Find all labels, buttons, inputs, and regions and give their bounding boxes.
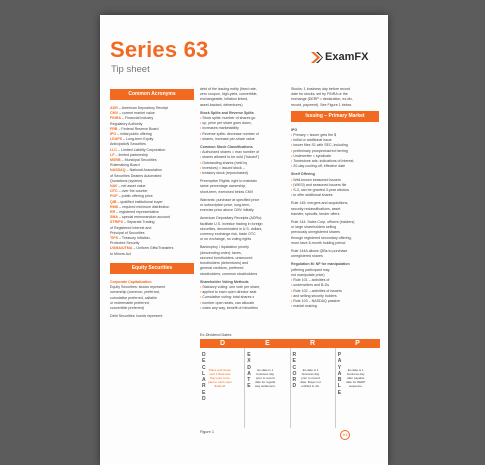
- acronym-definition: Protected Security: [110, 241, 140, 246]
- column-2: [200, 87, 285, 311]
- text-line: exercise price above CMV initially: [200, 208, 254, 213]
- regulation-m-heading: Regulation M: NF for manipulation: [291, 262, 350, 267]
- derp-column: [200, 348, 245, 428]
- text-line: date for stocks, set by FINRA or the: [291, 92, 348, 97]
- corporate-capitalization-text: [110, 285, 194, 311]
- bullet-item: • preliminary prospectus/red herring: [291, 149, 379, 154]
- text-line: general creditors, preferred: [200, 266, 244, 271]
- text-line: or redeemable preferred,: [110, 300, 150, 305]
- derp-vertical-word: E X D A T E: [247, 352, 251, 390]
- text-line: American Depositary Receipts (ADRs):: [200, 216, 263, 221]
- text-line: same percentage ownership,: [200, 184, 247, 189]
- text-line: record, payment). See Figure 1 below.: [291, 102, 352, 107]
- text-line: or on exchange, no voting rights: [200, 237, 252, 242]
- text-line: convertible preferred): [110, 305, 145, 310]
- acronym-definition: – over the counter: [117, 189, 148, 194]
- acronym-term: SMA: [110, 215, 118, 220]
- examfx-logo-icon: [310, 51, 323, 64]
- tip-sheet-page: [100, 15, 388, 465]
- bullet-item: • Reverse splits: decrease number of: [200, 132, 285, 137]
- text-line: currency exchange risk, trade OTC: [200, 232, 256, 237]
- text-line: previously unregistered shares: [291, 230, 340, 235]
- text-line: zero coupon, high-yield, convertible,: [200, 92, 258, 97]
- bullet-item: • (WKSI) and seasoned issuers file: [291, 183, 379, 188]
- derp-column: [336, 348, 380, 428]
- bullet-item: • shares, increase per-share value: [200, 137, 285, 142]
- bullet-item: • S-3, can be granted 3-year window: [291, 188, 379, 193]
- stock-classifications-heading: Common Stock Classifications: [200, 145, 253, 150]
- page-subtitle: Tip sheet: [111, 64, 150, 75]
- acronym-term: NASDAQ: [110, 168, 126, 173]
- derp-letter: E: [265, 340, 270, 347]
- examfx-logo: [310, 49, 382, 65]
- text-line: ownership (common, preferred,: [110, 290, 160, 295]
- text-line: bondholders (debentures) and: [200, 261, 249, 266]
- acronym-term: FINRA: [110, 116, 121, 121]
- acronym-term: FRB: [110, 126, 118, 131]
- diagram-footer: [200, 430, 380, 440]
- derp-note: Ex-date is 1 business day prior to record date. Buyer not entitled to div.: [300, 368, 321, 388]
- paragraph: [200, 245, 285, 276]
- derp-column: [245, 348, 290, 428]
- bullet-item: • Primary = issuer gets the $: [291, 133, 379, 138]
- text-line: facilitate U.S. investor trading in foreign: [200, 221, 263, 226]
- text-line: unregistered shares: [291, 254, 323, 259]
- bullet-item: • votes any way, benefit of minorities: [200, 306, 285, 311]
- acronym-definition: – Financial Industry: [120, 116, 154, 121]
- text-line: or large shareholders selling: [291, 225, 337, 230]
- bullet-item: • Initial or additional issue: [291, 138, 379, 143]
- acronym-definition: – initial public offering: [116, 132, 152, 137]
- text-line: cumulative preferred, callable: [110, 295, 157, 300]
- ex-dividend-diagram: [200, 333, 380, 445]
- text-line: Bankruptcy / liquidation priority: [200, 245, 249, 250]
- dividend-continuation-text: [291, 87, 379, 108]
- acronym-term: ADR: [110, 106, 118, 110]
- acronym-definition: – Limited Liability Corporation: [117, 147, 166, 152]
- acronym-term: LEAPS: [110, 137, 122, 142]
- column-3: [291, 87, 379, 309]
- acronym-definition: – special memorandum account: [118, 215, 170, 220]
- text-line: exchangeable, inflation linked,: [200, 97, 249, 102]
- acronym-definition: – public offering price: [117, 194, 153, 199]
- bullet-item: • increases marketability: [200, 126, 285, 131]
- bullet-item: • Authorized shares = max number of: [200, 150, 285, 155]
- acronym-definition: – current market value: [118, 111, 155, 116]
- regulation-m-list: [291, 278, 379, 309]
- derp-note: Ex-date is 1 business day after payable date for DERP sequence.: [346, 368, 366, 388]
- bullet-item: • Cumulative voting: total shares x: [200, 295, 285, 300]
- bullet-item: • underwriters and B-Ds: [291, 283, 379, 288]
- acronym-definition: – Treasury Inflation-: [118, 236, 151, 241]
- bullet-item: • 20-day cooling-off, effective date: [291, 164, 379, 169]
- acronym-definition: – Separate Trading: [122, 220, 155, 225]
- text-line: Stocks: 1 business day before record: [291, 87, 351, 91]
- acronym-definition: – American Depository Receipt: [117, 106, 169, 110]
- acronym-definition: – qualified institutional buyer: [116, 199, 163, 204]
- bullet-item: • shares allowed to be sold ("issued"): [200, 155, 285, 160]
- text-line: secured bondholders, unsecured: [200, 255, 253, 260]
- figure-caption: Figure 1: [200, 430, 214, 434]
- page-number: 01: [340, 430, 350, 440]
- derp-columns: [200, 348, 380, 428]
- logo-text: ExamFX: [325, 51, 369, 63]
- text-line: stockholders, common stockholders: [200, 271, 258, 276]
- corporate-capitalization-heading: Corporate Capitalization: [110, 279, 152, 284]
- acronym-definition: – National Association: [125, 168, 162, 173]
- bullet-item: • Rule 101 – activities of: [291, 278, 379, 283]
- regulation-m-text: [291, 268, 379, 278]
- acronym-term: STRIPS: [110, 220, 123, 225]
- acronym-term: LP: [110, 152, 115, 157]
- acronym-term: QIB: [110, 199, 117, 204]
- section-header-common-acronyms: Common Acronyms: [110, 89, 194, 100]
- derp-vertical-word: R E C O R D: [292, 352, 297, 390]
- text-line: or subscription price, long-term,: [200, 203, 251, 208]
- text-line: security reclassifications, asset: [291, 206, 341, 211]
- text-line: exchange (DERP = declaration, ex-div,: [291, 97, 353, 102]
- acronym-definition: Regulatory Authority: [110, 121, 143, 126]
- acronym-term: CMV: [110, 111, 118, 116]
- stock-splits-heading: Stock Splits and Reverse Splits: [200, 110, 254, 115]
- ipo-heading: IPO: [291, 127, 298, 132]
- acronym-definition: of Securities Dealers Automated: [110, 173, 162, 178]
- bullet-item: • and selling security holders: [291, 294, 379, 299]
- stock-classifications-list: [200, 150, 285, 176]
- acronym-definition: of Registered Interest and: [110, 225, 152, 230]
- bullet-item: • Stock splits: number of shares go: [200, 116, 285, 121]
- bullet-item: • Well-known seasoned issuers: [291, 178, 379, 183]
- stock-splits-list: [200, 116, 285, 142]
- acronym-definition: – Federal Reserve Board: [117, 126, 159, 131]
- text-line: transfer, spinoffs, tender offers: [291, 211, 340, 216]
- rules-paragraphs: [291, 201, 379, 259]
- text-line: must have 6-month holding period: [291, 240, 346, 245]
- paragraph: [200, 179, 285, 195]
- acronym-definition: Quotations (system): [110, 178, 143, 183]
- text-line: Rule 144: Sales Corp. officers (insiders): [291, 220, 355, 225]
- debt-continuation-text: [200, 87, 285, 108]
- acronym-definition: AnticipatioN Securities: [110, 142, 146, 147]
- derp-letter: D: [219, 340, 226, 347]
- acronym-definition: – registered representative: [115, 210, 159, 215]
- derp-vertical-word: P A Y A B L E: [337, 352, 342, 396]
- bullet-item: • up, price per share goes down,: [200, 121, 285, 126]
- equity-paragraphs: [200, 179, 285, 276]
- acronym-definition: – Long-term Equity: [121, 137, 154, 142]
- bullet-item: • Rule 102 – activities of issuers: [291, 289, 379, 294]
- paragraph: [291, 201, 379, 217]
- paragraph: [200, 198, 285, 214]
- text-line: (descending order): taxes,: [200, 250, 242, 255]
- acronym-definition: – Municipal Securities: [120, 158, 157, 163]
- acronym-term: NAV: [110, 184, 118, 189]
- bullet-item: • applied to each open director seat: [200, 290, 285, 295]
- acronym-list: [110, 106, 194, 257]
- text-line: Preemptive Rights: right to maintain: [200, 179, 257, 184]
- bullet-item: • Statutory voting: one vote per share,: [200, 285, 285, 290]
- bullet-item: • investors) = issued stock –: [200, 166, 285, 171]
- derp-vertical-word: D E C L A R E D: [202, 352, 206, 403]
- derp-letter: P: [355, 340, 360, 347]
- bullet-item: • treasury stock (repurchased): [200, 171, 285, 176]
- paragraph: [291, 220, 379, 246]
- text-line: (offering participant may: [291, 267, 330, 272]
- text-line: not manipulate price): [291, 272, 325, 277]
- bullet-item: • Underwriter = syndicate: [291, 154, 379, 159]
- text-line: securities, denominated in U.S. dollars,: [200, 226, 263, 231]
- acronym-definition: – limited partnership: [114, 152, 148, 157]
- acronym-term: RMD: [110, 204, 119, 209]
- ipo-list: [291, 133, 379, 169]
- shelf-offering-heading: Shelf Offering: [291, 172, 315, 177]
- acronym-term: MSRB: [110, 158, 121, 163]
- text-line: through registered secondary offering,: [291, 235, 352, 240]
- shelf-offering-list: [291, 178, 379, 199]
- acronym-term: TIPS: [110, 236, 118, 241]
- bullet-item: • market making: [291, 304, 379, 309]
- bullet-item: • number open seats, can allocate: [200, 301, 285, 306]
- text-line: Rule 144A allows QIBs to purchase: [291, 249, 348, 254]
- acronym-definition: – net asset value: [117, 184, 146, 189]
- text-line: Warrants: purchase at specified price: [200, 197, 260, 202]
- acronym-definition: – required minimum distribution: [118, 204, 170, 209]
- acronym-term: UGMA/UTMA: [110, 246, 133, 251]
- acronym-term: OTC: [110, 189, 118, 194]
- bullet-item: • to offer additional shares: [291, 193, 379, 198]
- bullet-item: • Rule 103 – NASDAQ passive: [291, 299, 379, 304]
- acronym-term: RR: [110, 210, 116, 215]
- acronym-definition: to Minors Act: [110, 251, 131, 256]
- section-header-issuing-primary-market: Issuing – Primary Market: [291, 111, 379, 122]
- debt-securities-text: Debt Securities: bonds represent: [110, 314, 163, 319]
- acronym-definition: – Uniform Gifts/Transfers: [132, 246, 174, 251]
- text-line: debt of the issuing entity (fixed rate,: [200, 87, 257, 91]
- voting-methods-heading: Shareholder Voting Methods: [200, 279, 249, 284]
- acronym-entry: [110, 252, 194, 257]
- text-line: short-term, exercised below CMV: [200, 189, 254, 194]
- section-header-equity-securities: Equity Securities: [110, 263, 194, 274]
- acronym-term: IPO: [110, 132, 117, 137]
- text-line: Equity Securities: stocks represent: [110, 285, 166, 290]
- derp-letter: R: [309, 340, 316, 347]
- paragraph: [291, 249, 379, 259]
- bullet-item: • Tombstone ads: indications of interest,: [291, 159, 379, 164]
- paragraph: [200, 216, 285, 242]
- bullet-item: • Issuer files S1 with SEC, including: [291, 143, 379, 148]
- acronym-term: POP: [110, 194, 118, 199]
- derp-letter-bar: [200, 339, 380, 348]
- derp-note: Ex-date is 1 business day prior to record date for regular way settlement.: [254, 368, 276, 388]
- derp-note: Place and issuer sets 1 Business Day prior to be paid to each open dividend.: [208, 368, 232, 388]
- column-1: [110, 87, 194, 319]
- text-line: Rule 145: mergers and acquisitions,: [291, 201, 349, 206]
- acronym-definition: Principal of Securities: [110, 230, 145, 235]
- diagram-heading: Ex-Dividend Dates: [200, 333, 232, 337]
- page-title: Series 63: [110, 37, 209, 62]
- acronym-definition: Rulemaking Board: [110, 163, 140, 168]
- acronym-term: LLC: [110, 147, 117, 152]
- text-line: asset-backed, debentures): [200, 102, 243, 107]
- bullet-item: • Outstanding shares (held by: [200, 161, 285, 166]
- derp-column: [291, 348, 336, 428]
- voting-methods-list: [200, 285, 285, 311]
